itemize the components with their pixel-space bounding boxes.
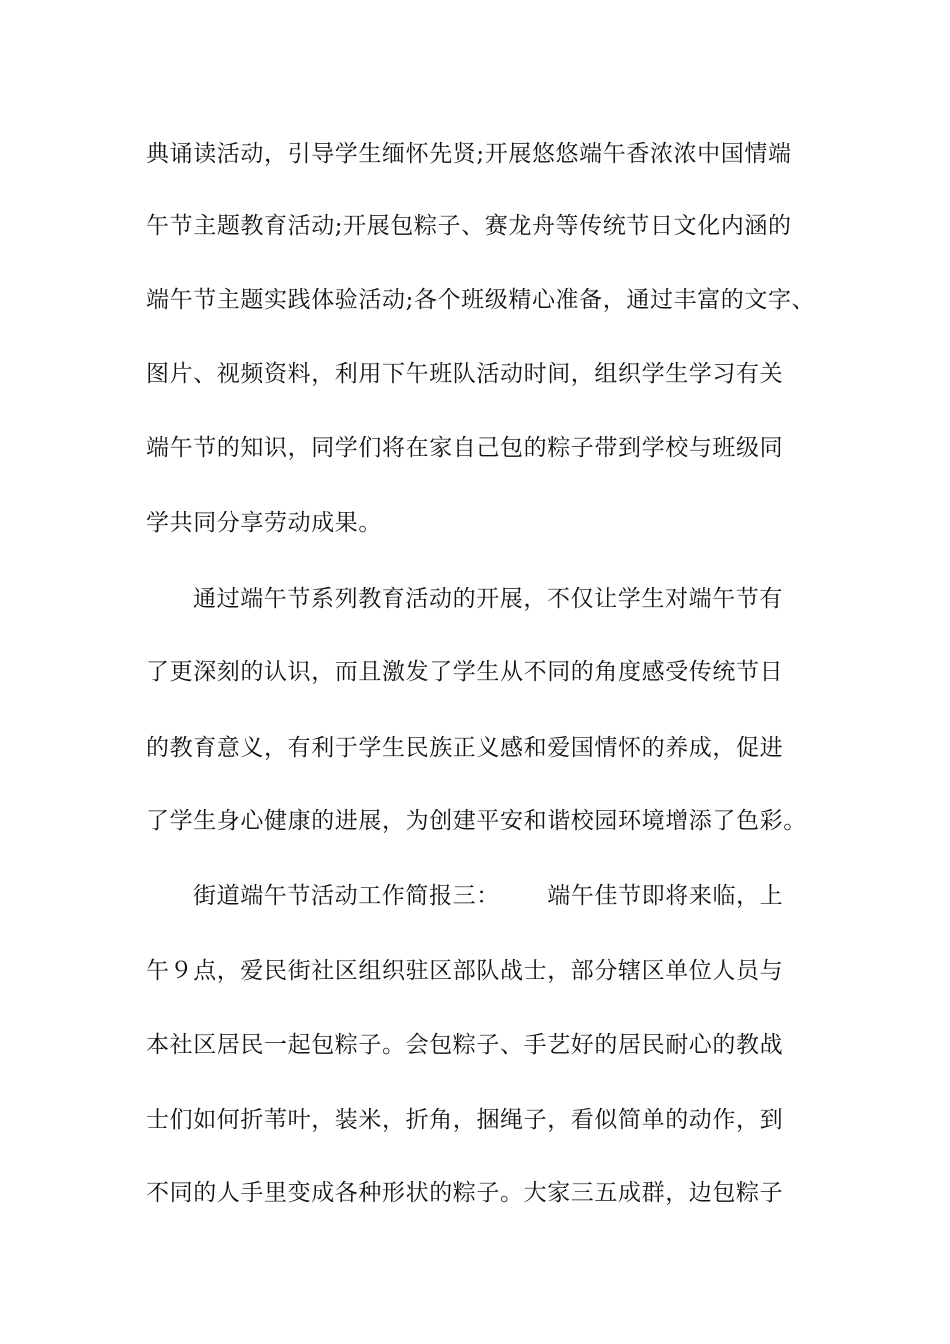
text-line: 的教育意义，有利于学生民族正义感和爱国情怀的养成，促进 <box>146 735 784 761</box>
text-line: 不同的人手里变成各种形状的粽子。大家三五成群，边包粽子 <box>146 1180 784 1206</box>
text-line: 午节主题教育活动;开展包粽子、赛龙舟等传统节日文化内涵的 <box>146 213 792 239</box>
text-line: 端午节主题实践体验活动;各个班级精心准备，通过丰富的文字、 <box>146 287 816 313</box>
text-line: 了更深刻的认识，而且激发了学生从不同的角度感受传统节日 <box>146 659 784 685</box>
text-line: 学共同分享劳动成果。 <box>146 510 382 536</box>
text-line: 午９点，爱民街社区组织驻区部队战士，部分辖区单位人员与 <box>146 958 784 984</box>
text-line: 端午节的知识，同学们将在家自己包的粽子带到学校与班级同 <box>146 435 784 461</box>
paragraph-first-line: 通过端午节系列教育活动的开展，不仅让学生对端午节有 <box>193 586 783 612</box>
text-line: 了学生身心健康的进展，为创建平安和谐校园环境增添了色彩。 <box>146 808 807 834</box>
text-line: 士们如何折苇叶，装米，折角，捆绳子，看似简单的动作，到 <box>146 1107 784 1133</box>
paragraph-first-line: 街道端午节活动工作简报三： 端午佳节即将来临，上 <box>193 883 784 909</box>
text-line: 典诵读活动，引导学生缅怀先贤;开展悠悠端午香浓浓中国情端 <box>146 141 792 167</box>
text-line: 本社区居民一起包粽子。会包粽子、手艺好的居民耐心的教战 <box>146 1032 784 1058</box>
text-line: 图片、视频资料，利用下午班队活动时间，组织学生学习有关 <box>146 361 784 387</box>
